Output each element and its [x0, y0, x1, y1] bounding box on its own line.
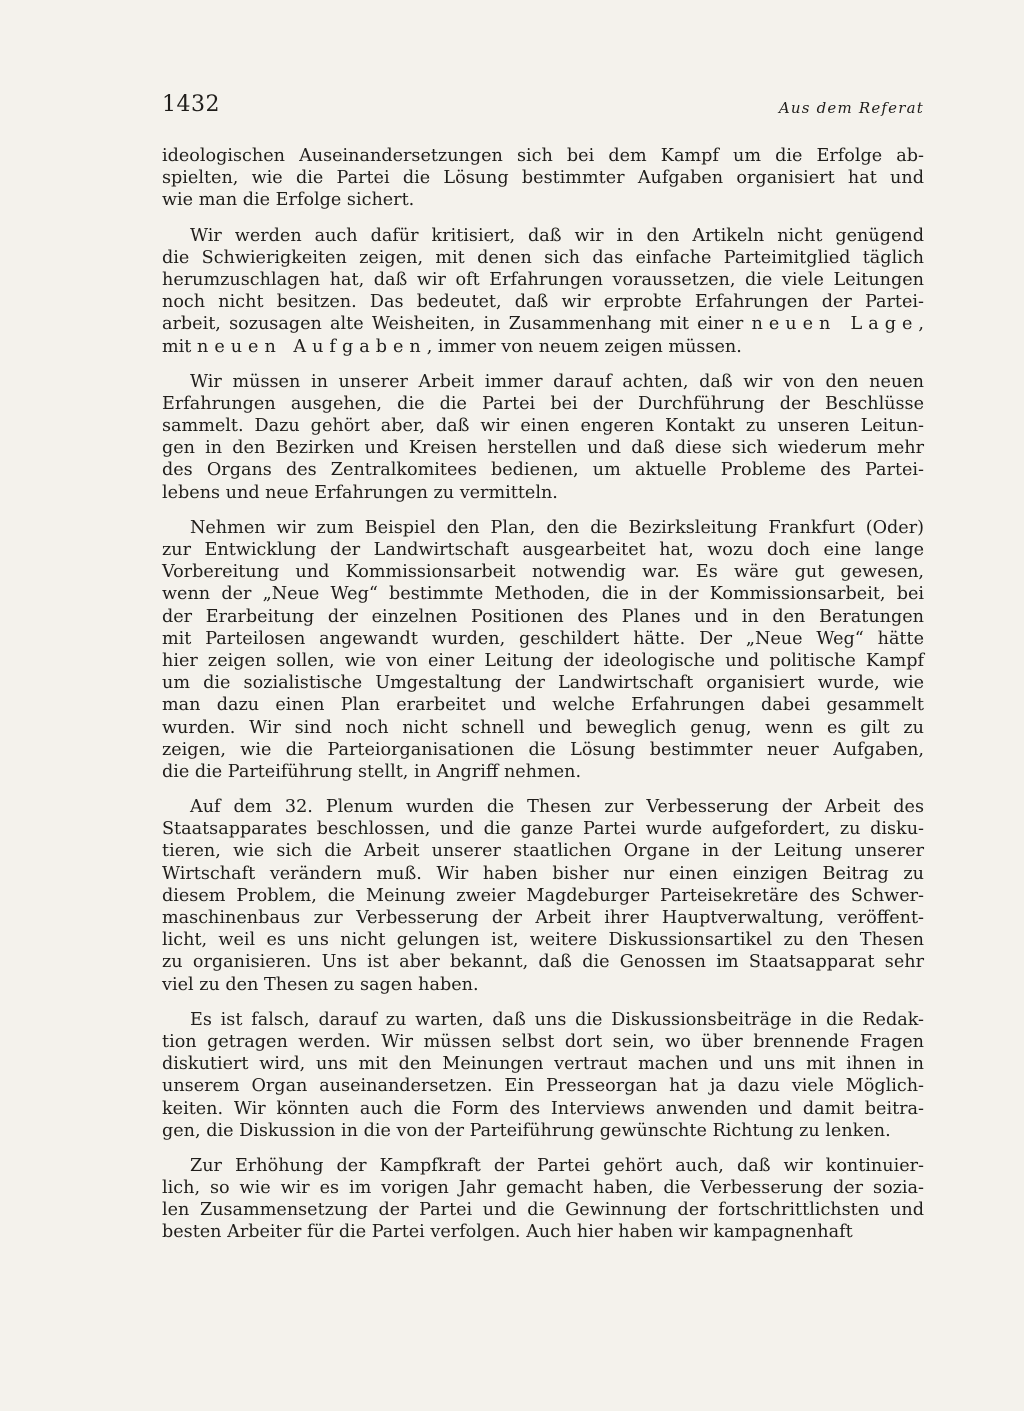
text-line: Erfahrungen ausgehen, die die Partei bei der Durchführung der Beschlüsse — [162, 393, 924, 414]
page-number: 1432 — [162, 92, 220, 117]
text-line: um die sozialistische Umgestaltung der Landwirtschaft organisiert wurde, wie — [162, 673, 924, 694]
text-line: zur Entwicklung der Landwirtschaft ausgearbeitet hat, wozu doch eine lange — [162, 540, 924, 560]
text-line: herumzuschlagen hat, daß wir oft Erfahrungen voraussetzen, die viele Leitungen — [162, 269, 924, 290]
page-header — [162, 92, 924, 126]
paragraph-gap — [162, 996, 924, 1009]
text-line: hier zeigen sollen, wie von einer Leitung der ideologische und politische Kampf — [162, 650, 924, 671]
text-line: diskutiert wird, uns mit den Meinungen vertraut machen und uns mit ihnen in — [162, 1054, 924, 1075]
text-line: der Erarbeitung der einzelnen Positionen des Planes und in den Beratungen — [162, 606, 924, 627]
text-line: tion getragen werden. Wir müssen selbst dort sein, wo über brennende Fragen — [162, 1031, 924, 1052]
text-line: Wir werden auch dafür kritisiert, daß wir in den Artikeln nicht genügend — [190, 225, 924, 246]
paragraph-gap — [162, 212, 924, 225]
text-line: Wirtschaft verändern muß. Wir haben bisher nur einen einzigen Beitrag zu — [162, 863, 924, 884]
text-line: lebens und neue Erfahrungen zu vermitteln. — [162, 482, 558, 503]
text-line: wie man die Erfolge sichert. — [162, 190, 415, 211]
text-line: lich, so wie wir es im vorigen Jahr gemacht haben, die Verbesserung der sozia- — [162, 1178, 924, 1199]
text-line: besten Arbeiter für die Partei verfolgen. Auch hier haben wir kampagnenhaft — [162, 1222, 853, 1243]
text-line: wenn der „Neue Weg“ bestimmte Methoden, die in der Kommissionsarbeit, bei — [162, 584, 924, 605]
text-line: noch nicht besitzen. Das bedeutet, daß wir erprobte Erfahrungen der Partei- — [162, 292, 924, 313]
paragraph — [162, 1009, 924, 1142]
text-line: unserem Organ auseinandersetzen. Ein Presseorgan hat ja dazu viele Möglich- — [162, 1076, 924, 1097]
text-line: Nehmen wir zum Beispiel den Plan, den die Bezirksleitung Frankfurt (Oder) — [190, 517, 924, 538]
text-line: ideologischen Auseinandersetzungen sich bei dem Kampf um die Erfolge ab- — [162, 146, 924, 166]
text-line: gen in den Bezirken und Kreisen herstellen und daß diese sich wiederum mehr — [162, 438, 924, 459]
text-line: maschinenbaus zur Verbesserung der Arbeit ihrer Hauptverwaltung, veröffent- — [162, 908, 924, 928]
text-line: Auf dem 32. Plenum wurden die Thesen zur Verbesserung der Arbeit des — [190, 797, 924, 818]
text-line: Es ist falsch, darauf zu warten, daß uns die Diskussionsbeiträge in die Redak- — [190, 1009, 924, 1030]
text-line: tieren, wie sich die Arbeit unserer staatlichen Organe in der Leitung unserer — [162, 841, 924, 862]
text-line: viel zu den Thesen zu sagen haben. — [162, 974, 479, 995]
paragraph — [162, 796, 924, 996]
text-line: zu organisieren. Uns ist aber bekannt, daß die Genossen im Staatsapparat sehr — [162, 952, 924, 973]
text-line: mit Parteilosen angewandt wurden, geschildert hätte. Der „Neue Weg“ hätte — [162, 628, 924, 649]
text-line: spielten, wie die Partei die Lösung bestimmter Aufgaben organisiert hat und — [162, 168, 924, 189]
text-line: keiten. Wir könnten auch die Form des Interviews anwenden und damit beitra- — [162, 1098, 924, 1119]
text-line: zeigen, wie die Parteiorganisationen die Lösung bestimmter neuer Aufgaben, — [162, 739, 924, 760]
body-text — [162, 145, 924, 1244]
text-line: sammelt. Dazu gehört aber, daß wir einen engeren Kontakt zu unseren Leitun- — [162, 416, 924, 437]
running-head: Aus dem Referat — [778, 99, 924, 117]
paragraph-gap — [162, 504, 924, 517]
paragraph — [162, 145, 924, 212]
text-line: mit neuen Aufgaben, immer von neuem zeigen müssen. — [162, 336, 742, 357]
paragraph — [162, 371, 924, 504]
text-line: des Organs des Zentralkomitees bedienen, um aktuelle Probleme des Partei- — [162, 460, 924, 481]
paragraph-gap — [162, 358, 924, 371]
paragraph-gap — [162, 1142, 924, 1155]
text-line: die Schwierigkeiten zeigen, mit denen sich das einfache Parteimitglied täglich — [162, 247, 924, 268]
text-line: Wir müssen in unserer Arbeit immer darauf achten, daß wir von den neuen — [190, 371, 924, 392]
text-line: Zur Erhöhung der Kampfkraft der Partei gehört auch, daß wir kontinuier- — [190, 1155, 924, 1176]
text-line: man dazu einen Plan erarbeitet und welche Erfahrungen dabei gesammelt — [162, 695, 924, 716]
text-line: licht, weil es uns nicht gelungen ist, weitere Diskussionsartikel zu den Thesen — [162, 930, 924, 951]
emphasized-text: neuen Lage — [751, 314, 919, 335]
text-line: gen, die Diskussion in die von der Parteiführung gewünschte Richtung zu lenken. — [162, 1120, 891, 1141]
paragraph — [162, 1155, 924, 1244]
paragraph — [162, 225, 924, 358]
text-line: Staatsapparates beschlossen, und die ganze Partei wurde aufgefordert, zu disku- — [162, 819, 924, 840]
text-line: arbeit, sozusagen alte Weisheiten, in Zusammenhang mit einer neuen Lage, — [162, 314, 924, 335]
text-line: wurden. Wir sind noch nicht schnell und beweglich genug, wenn es gilt zu — [162, 717, 924, 738]
text-line: Vorbereitung und Kommissionsarbeit notwendig war. Es wäre gut gewesen, — [162, 562, 924, 583]
paragraph — [162, 517, 924, 783]
text-line: len Zusammensetzung der Partei und die Gewinnung der fortschrittlichsten und — [162, 1200, 924, 1221]
text-line: die die Parteiführung stellt, in Angriff nehmen. — [162, 761, 582, 782]
text-line: diesem Problem, die Meinung zweier Magdeburger Parteisekretäre des Schwer- — [162, 885, 924, 906]
paragraph-gap — [162, 783, 924, 796]
emphasized-text: neuen Aufgaben — [196, 336, 427, 357]
